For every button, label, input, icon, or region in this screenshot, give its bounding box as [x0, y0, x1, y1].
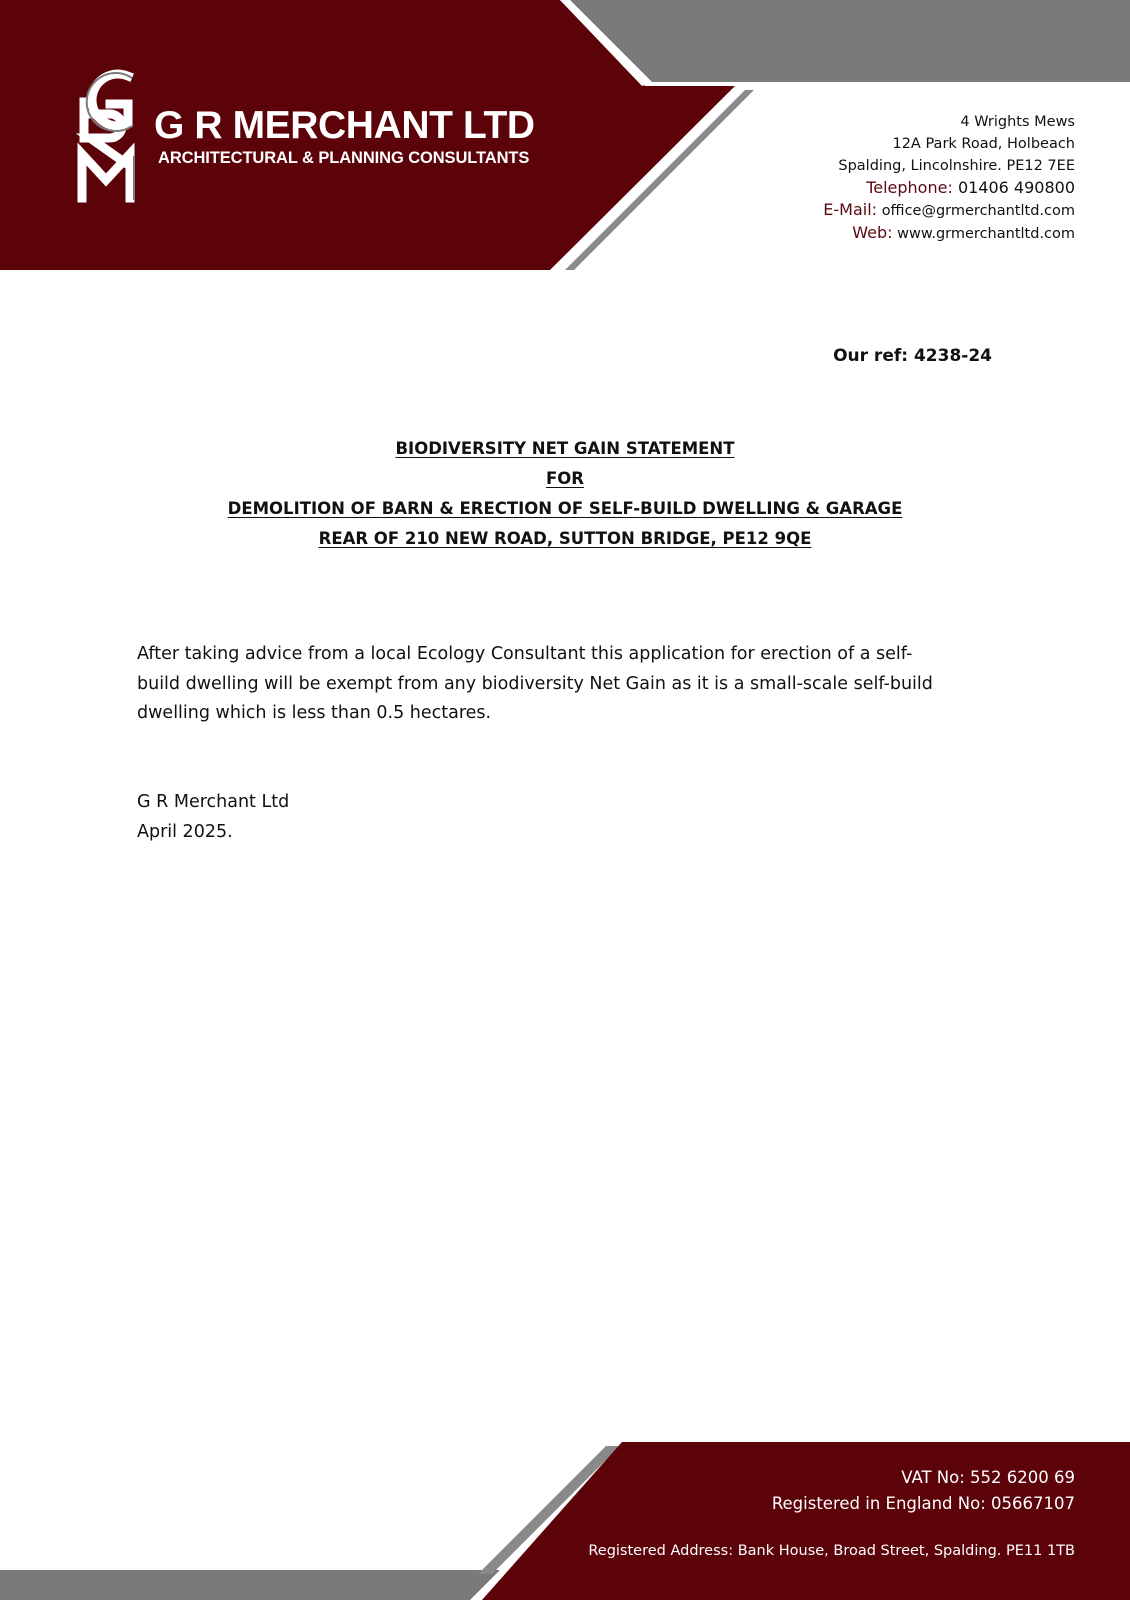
title-line-3: DEMOLITION OF BARN & ERECTION OF SELF-BUILD DWELLING & GARAGE: [227, 499, 903, 518]
web-address[interactable]: www.grmerchantltd.com: [897, 226, 1075, 242]
body-line-3: dwelling which is less than 0.5 hectares.: [137, 703, 492, 723]
grm-monogram-icon: [70, 62, 142, 204]
header-grey-band: [565, 0, 1130, 82]
company-name: G R MERCHANT LTD: [154, 104, 535, 147]
registration-number: Registered in England No: 05667107: [771, 1494, 1075, 1513]
our-ref: Our ref: 4238-24: [833, 346, 992, 366]
email-line: [823, 199, 1075, 222]
telephone-line: [823, 177, 1075, 199]
company-subtitle: ARCHITECTURAL & PLANNING CONSULTANTS: [158, 149, 530, 167]
title-line-4: REAR OF 210 NEW ROAD, SUTTON BRIDGE, PE12 9QE: [318, 529, 812, 548]
footer-maroon-panel: [482, 1442, 1130, 1600]
address-line-1: 4 Wrights Mews: [960, 114, 1075, 130]
body-line-1: After taking advice from a local Ecology Consultant this application for erection of a self-: [137, 644, 913, 664]
footer-banner: [0, 1440, 1130, 1600]
web-label: Web:: [852, 223, 893, 242]
footer-grey-band: [0, 1570, 500, 1600]
telephone-label: Telephone:: [866, 178, 953, 197]
signoff: [137, 787, 289, 847]
title-line-1: BIODIVERSITY NET GAIN STATEMENT: [395, 439, 735, 458]
web-line: [823, 222, 1075, 245]
registered-address: Registered Address: Bank House, Broad Street, Spalding. PE11 1TB: [588, 1543, 1075, 1559]
signoff-company: G R Merchant Ltd: [137, 792, 290, 812]
document-title: [0, 434, 1130, 554]
title-line-2: FOR: [545, 469, 584, 488]
address-line-3: Spalding, Lincolnshire. PE12 7EE: [838, 158, 1075, 174]
address-line-2: 12A Park Road, Holbeach: [892, 136, 1075, 152]
email-label: E-Mail:: [823, 200, 878, 219]
body-line-2: build dwelling will be exempt from any biodiversity Net Gain as it is a small-scale self-build: [137, 673, 933, 694]
signoff-date: April 2025.: [137, 822, 233, 842]
company-address: [823, 111, 1075, 245]
telephone-number[interactable]: 01406 490800: [957, 178, 1075, 197]
statement-body: [137, 640, 977, 729]
vat-number: VAT No: 552 6200 69: [901, 1468, 1075, 1487]
email-address[interactable]: office@grmerchantltd.com: [881, 203, 1075, 219]
